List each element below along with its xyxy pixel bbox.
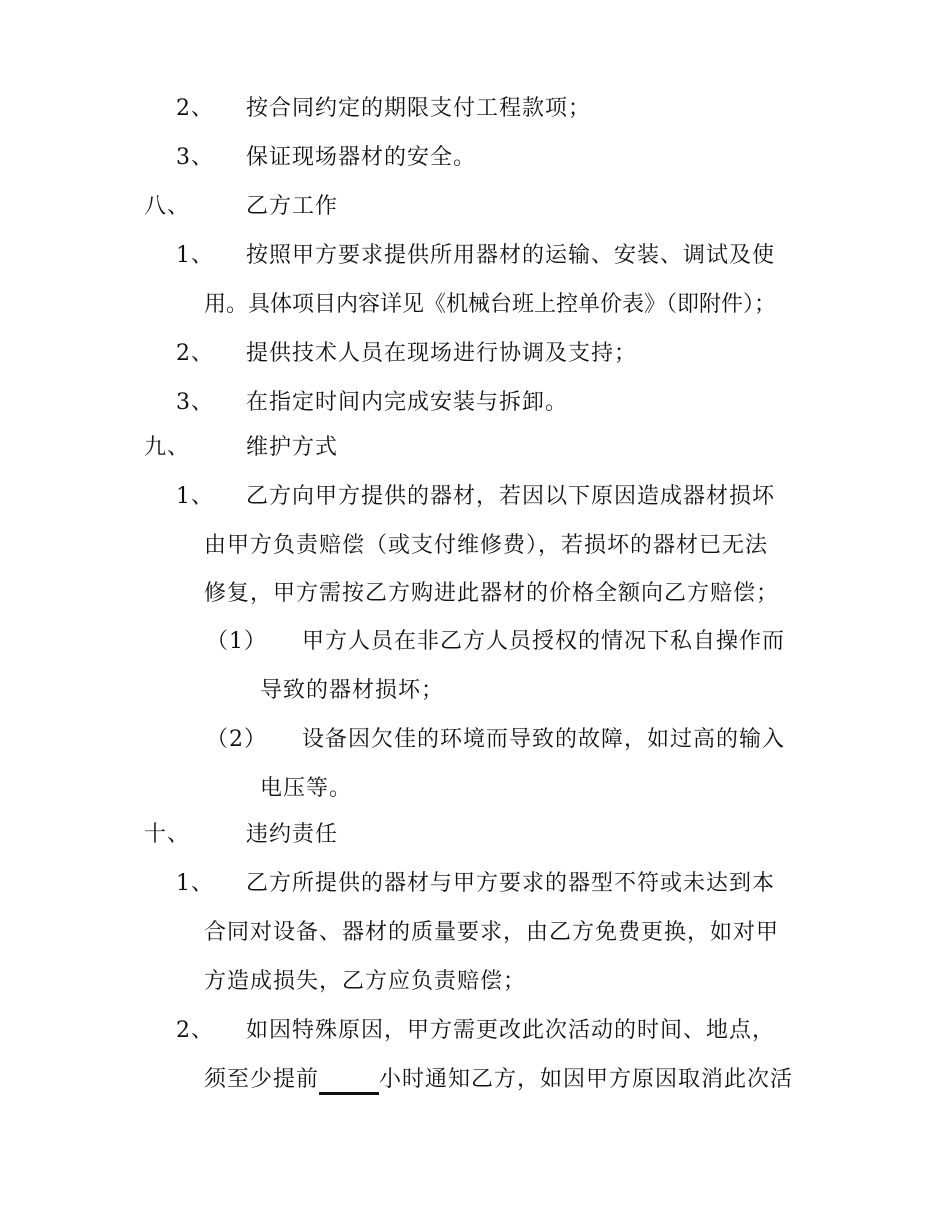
section-heading-number: 十、	[144, 822, 191, 847]
list-number: 2、	[176, 341, 214, 366]
list-item-text-continued: 方造成损失，乙方应负责赔偿；	[204, 969, 527, 994]
list-item-text-continued: 由甲方负责赔偿（或支付维修费），若损坏的器材已无法	[204, 533, 769, 558]
list-item-text: 乙方所提供的器材与甲方要求的器型不符或未达到本	[246, 871, 776, 896]
list-number: 2、	[176, 96, 214, 121]
list-item-text: 按合同约定的期限支付工程款项；	[246, 96, 592, 121]
sub-list-item-text-continued: 电压等。	[260, 776, 353, 801]
list-number: 2、	[176, 1018, 214, 1043]
section-heading: 违约责任	[246, 822, 339, 847]
list-number: 1、	[176, 484, 214, 509]
sub-list-number: （2）	[206, 727, 267, 752]
section-heading-number: 九、	[144, 435, 191, 460]
list-item-text: 按照甲方要求提供所用器材的运输、安装、调试及使	[246, 243, 776, 268]
section-heading: 乙方工作	[246, 194, 339, 219]
list-number: 3、	[176, 145, 214, 170]
list-item-text: 提供技术人员在现场进行协调及支持；	[246, 341, 638, 366]
list-item-text: 保证现场器材的安全。	[246, 145, 477, 170]
list-item-text-continued: 修复，甲方需按乙方购进此器材的价格全额向乙方赔偿；	[204, 581, 780, 606]
section-heading: 维护方式	[246, 435, 339, 460]
fill-in-blank[interactable]	[319, 1066, 379, 1095]
list-item-text: 如因特殊原因，甲方需更改此次活动的时间、地点，	[246, 1018, 776, 1043]
list-number: 3、	[176, 390, 214, 415]
sub-list-number: （1）	[206, 629, 267, 654]
sub-list-item-text: 设备因欠佳的环境而导致的故障，如过高的输入	[302, 727, 786, 752]
section-heading-number: 八、	[144, 194, 191, 219]
list-item-text-continued	[204, 1065, 793, 1095]
text-after-blank: 小时通知乙方，如因甲方原因取消此次活	[379, 1067, 794, 1092]
list-number: 1、	[176, 243, 214, 268]
list-number: 1、	[176, 871, 214, 896]
list-item-text-continued: 合同对设备、器材的质量要求，由乙方免费更换，如对甲	[204, 920, 780, 945]
list-item-text: 在指定时间内完成安装与拆卸。	[246, 390, 569, 415]
list-item-text-continued: 用。具体项目内容详见《机械台班上控单价表》（即附件）；	[204, 292, 777, 317]
list-item-text: 乙方向甲方提供的器材，若因以下原因造成器材损坏	[246, 484, 776, 509]
sub-list-item-text-continued: 导致的器材损坏；	[260, 678, 445, 703]
text-before-blank: 须至少提前	[204, 1067, 320, 1092]
sub-list-item-text: 甲方人员在非乙方人员授权的情况下私自操作而	[302, 629, 786, 654]
